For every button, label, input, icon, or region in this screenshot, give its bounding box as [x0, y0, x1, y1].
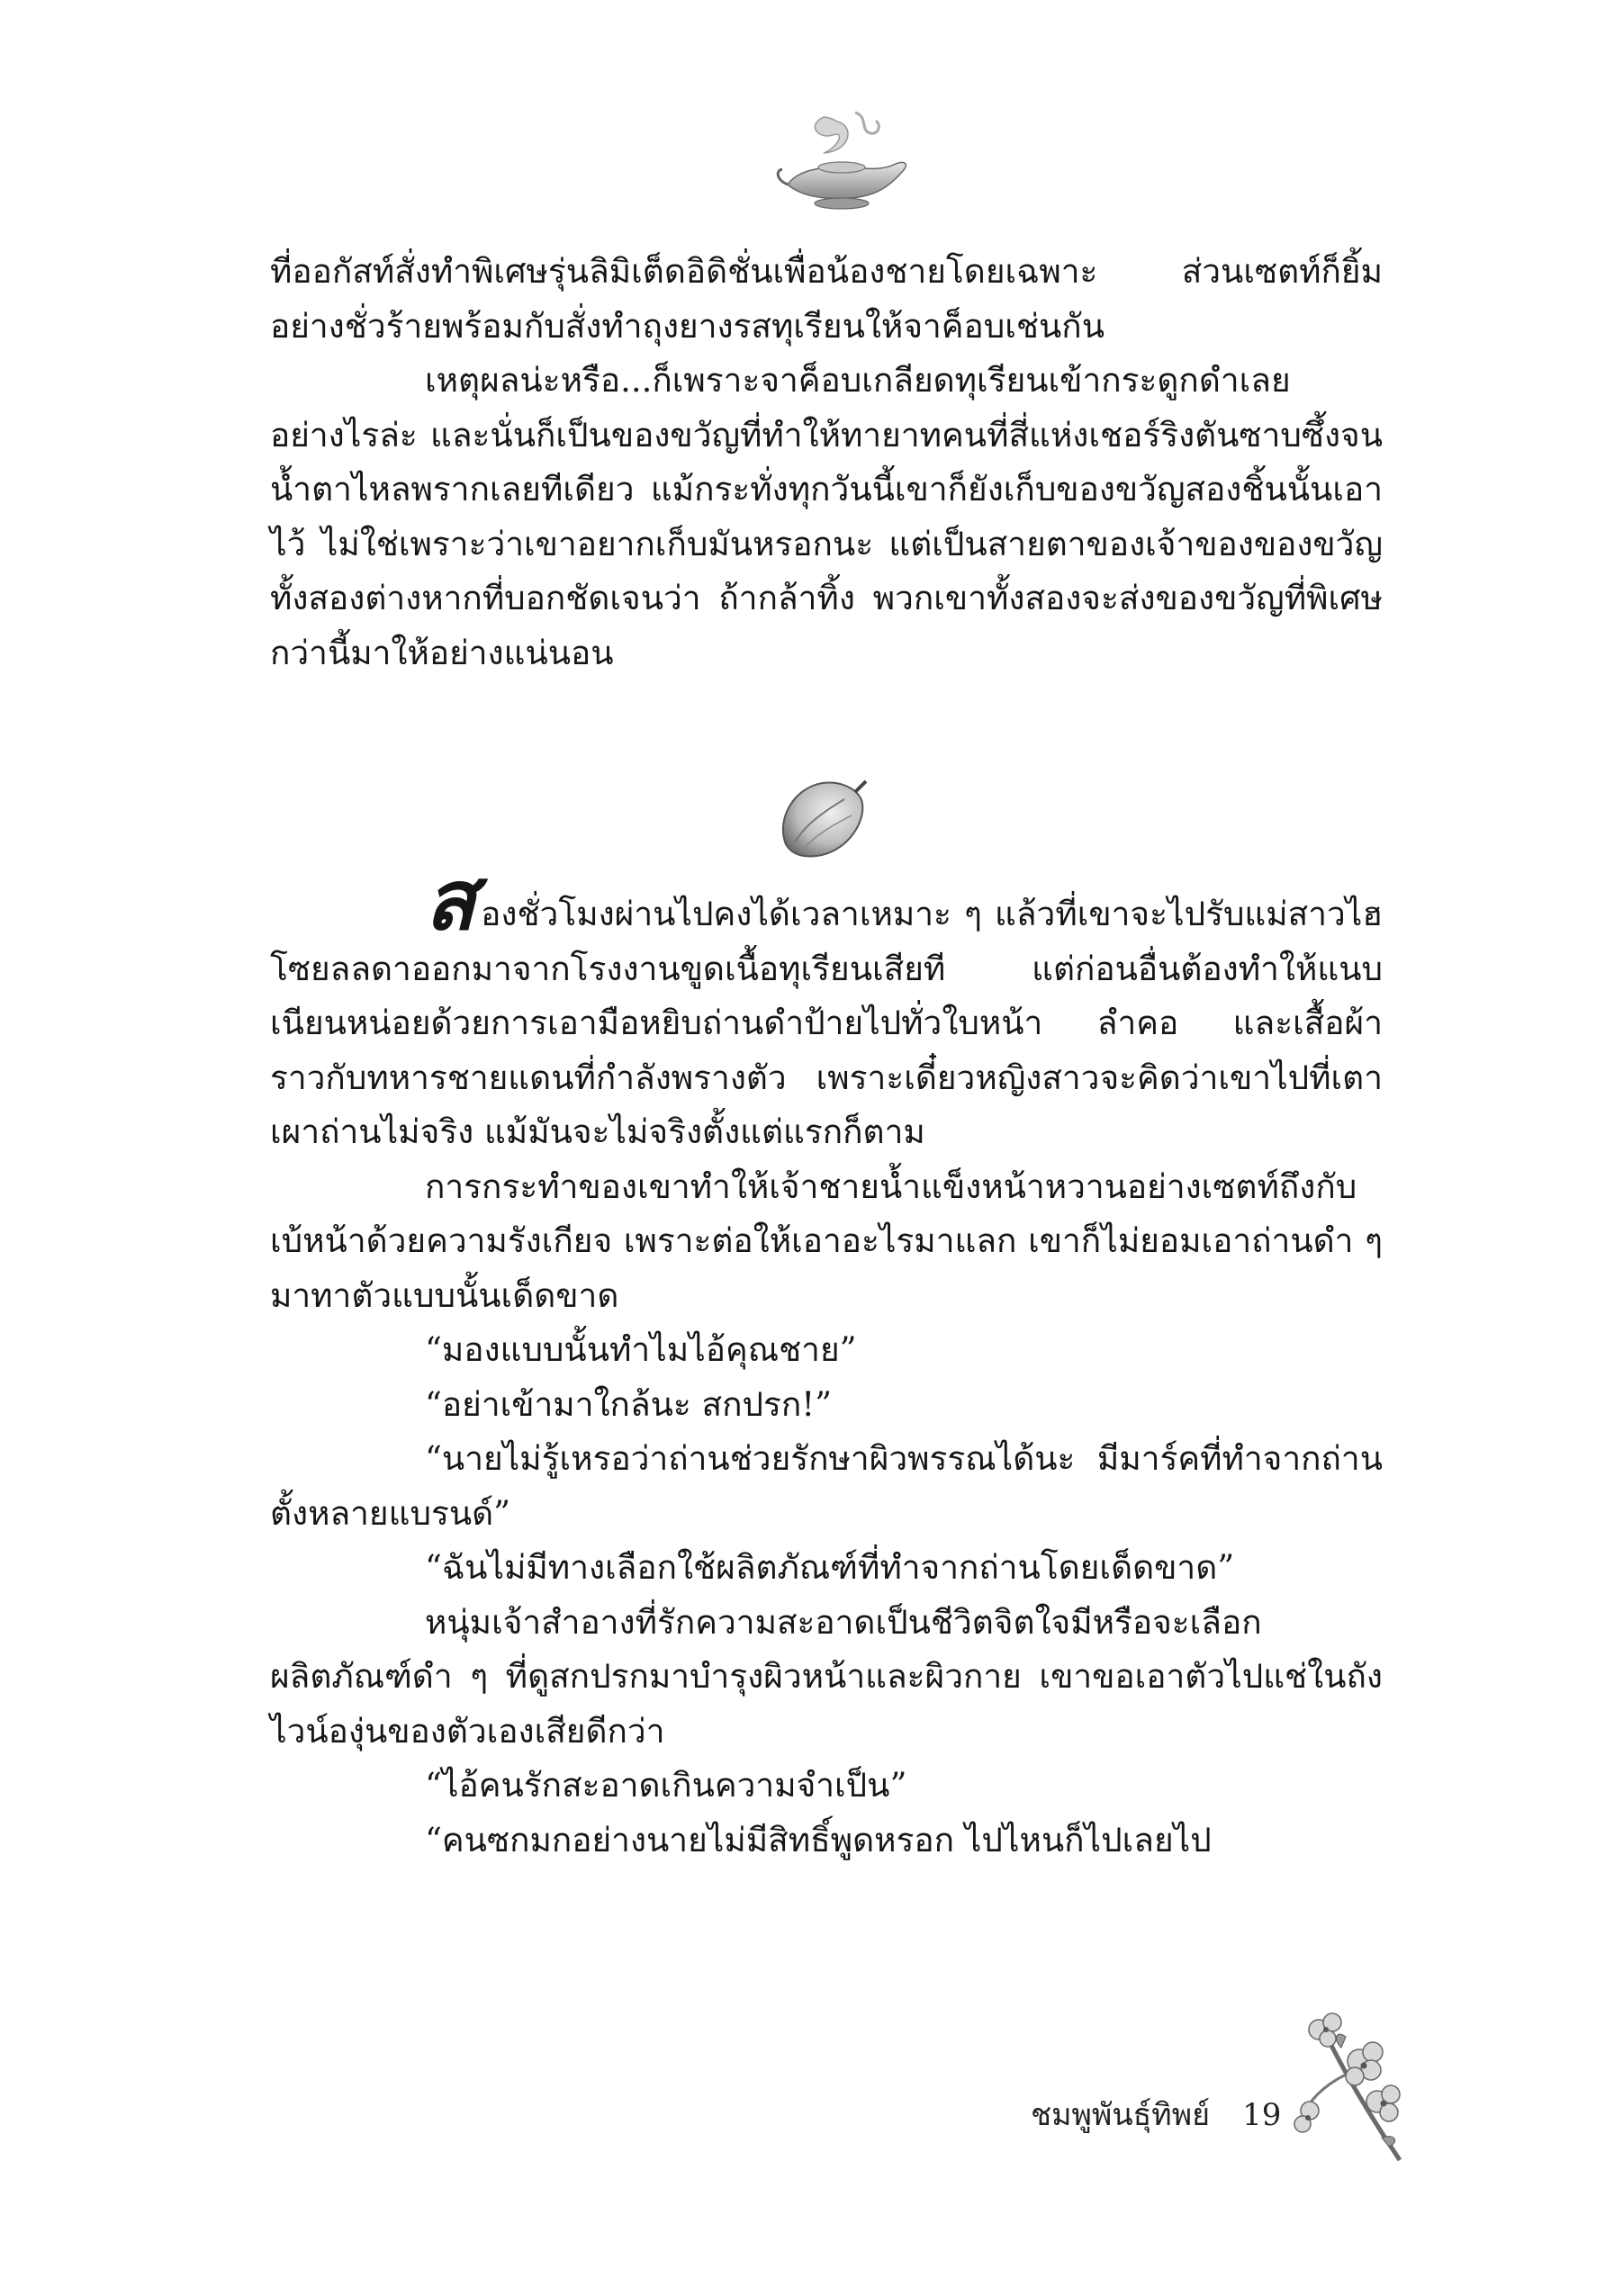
paragraph: เหตุผลน่ะหรือ...ก็เพราะจาค็อบเกลียดทุเรียนเข้ากระดูกดำเลยอย่างไรล่ะ และนั่นก็เป็นของขวัญที่ทำให้ทายาทคนที่สี่แห่งเชอร์ริงตันซาบซึ้งจนน้ำตาไหลพรากเลยทีเดียว แม้กระทั่งทุกวันนี้เขาก็ยังเก็บของขวัญสองชิ้นนั้นเอาไว้ ไม่ใช่เพราะว่าเขาอยากเก็บมันหรอกนะ แต่เป็นสายตาของเจ้าของของขวัญทั้งสองต่างหากที่บอกชัดเจนว่า ถ้ากล้าทิ้ง พวกเขาทั้งสองจะส่งของขวัญที่พิเศษกว่านี้มาให้อย่างแน่นอน	[270, 361, 1383, 672]
durian-icon	[772, 772, 871, 862]
paragraph: การกระทำของเขาทำให้เจ้าชายน้ำแข็งหน้าหวานอย่างเซตท์ถึงกับเบ้หน้าด้วยความรังเกียจ เพราะต่อให้เอาอะไรมาแลก เขาก็ไม่ยอมเอาถ่านดำ ๆ มาทาตัวแบบนั้นเด็ดขาด	[270, 1166, 1383, 1315]
page-number: 19	[1242, 2097, 1282, 2133]
paragraph: ที่ออกัสท์สั่งทำพิเศษรุ่นลิมิเต็ดอิดิชั่นเพื่อน้องชายโดยเฉพาะ ส่วนเซตท์ก็ยิ้มอย่างชั่วร้ายพร้อมกับสั่งทำถุงยางรสทุเรียนให้จาค็อบเช่นกัน	[270, 252, 1383, 346]
book-title: ชมพูพันธุ์ทิพย์	[1031, 2097, 1211, 2133]
text-block-top	[270, 245, 1383, 680]
dialogue-line: “ไอ้คนรักสะอาดเกินความจำเป็น”	[425, 1766, 907, 1805]
drop-cap: ส	[425, 851, 476, 949]
flower-branch-icon	[1292, 2012, 1418, 2165]
dialogue-line: “นายไม่รู้เหรอว่าถ่านช่วยรักษาผิวพรรณได้นะ มีมาร์คที่ทำจากถ่านตั้งหลายแบรนด์”	[270, 1439, 1383, 1533]
dialogue-line: “มองแบบนั้นทำไมไอ้คุณชาย”	[425, 1330, 857, 1369]
dialogue-line: “ฉันไม่มีทางเลือกใช้ผลิตภัณฑ์ที่ทำจากถ่านโดยเด็ดขาด”	[425, 1548, 1235, 1587]
dialogue-line: “คนซกมกอย่างนายไม่มีสิทธิ์พูดหรอก ไปไหนก็ไปเลยไป	[425, 1820, 1212, 1859]
dialogue-line: “อย่าเข้ามาใกล้นะ สกปรก!”	[425, 1384, 833, 1424]
paragraph: หนุ่มเจ้าสำอางที่รักความสะอาดเป็นชีวิตจิตใจมีหรือจะเลือกผลิตภัณฑ์ดำ ๆ ที่ดูสกปรกมาบำรุงผิวหน้าและผิวกาย เขาขอเอาตัวไปแช่ในถังไวน์องุ่นของตัวเองเสียดีกว่า	[270, 1602, 1383, 1751]
paragraph-first	[270, 851, 1383, 1160]
paragraph-text: องชั่วโมงผ่านไปคงได้เวลาเหมาะ ๆ แล้วที่เขาจะไปรับแม่สาวไฮโซยลลดาออกมาจากโรงงานขูดเนื้อทุเรียนเสียที แต่ก่อนอื่นต้องทำให้แนบเนียนหน่อยด้วยการเอามือหยิบถ่านดำป้ายไปทั่วใบหน้า ลำคอ และเสื้อผ้าราวกับทหารชายแดนที่กำลังพรางตัว เพราะเดี๋ยวหญิงสาวจะคิดว่าเขาไปที่เตาเผาถ่านไม่จริง แม้มันจะไม่จริงตั้งแต่แรกก็ตาม	[270, 895, 1383, 1151]
page-footer	[1031, 2090, 1281, 2138]
magic-lamp-icon	[770, 108, 914, 216]
text-block-main	[270, 851, 1383, 1868]
